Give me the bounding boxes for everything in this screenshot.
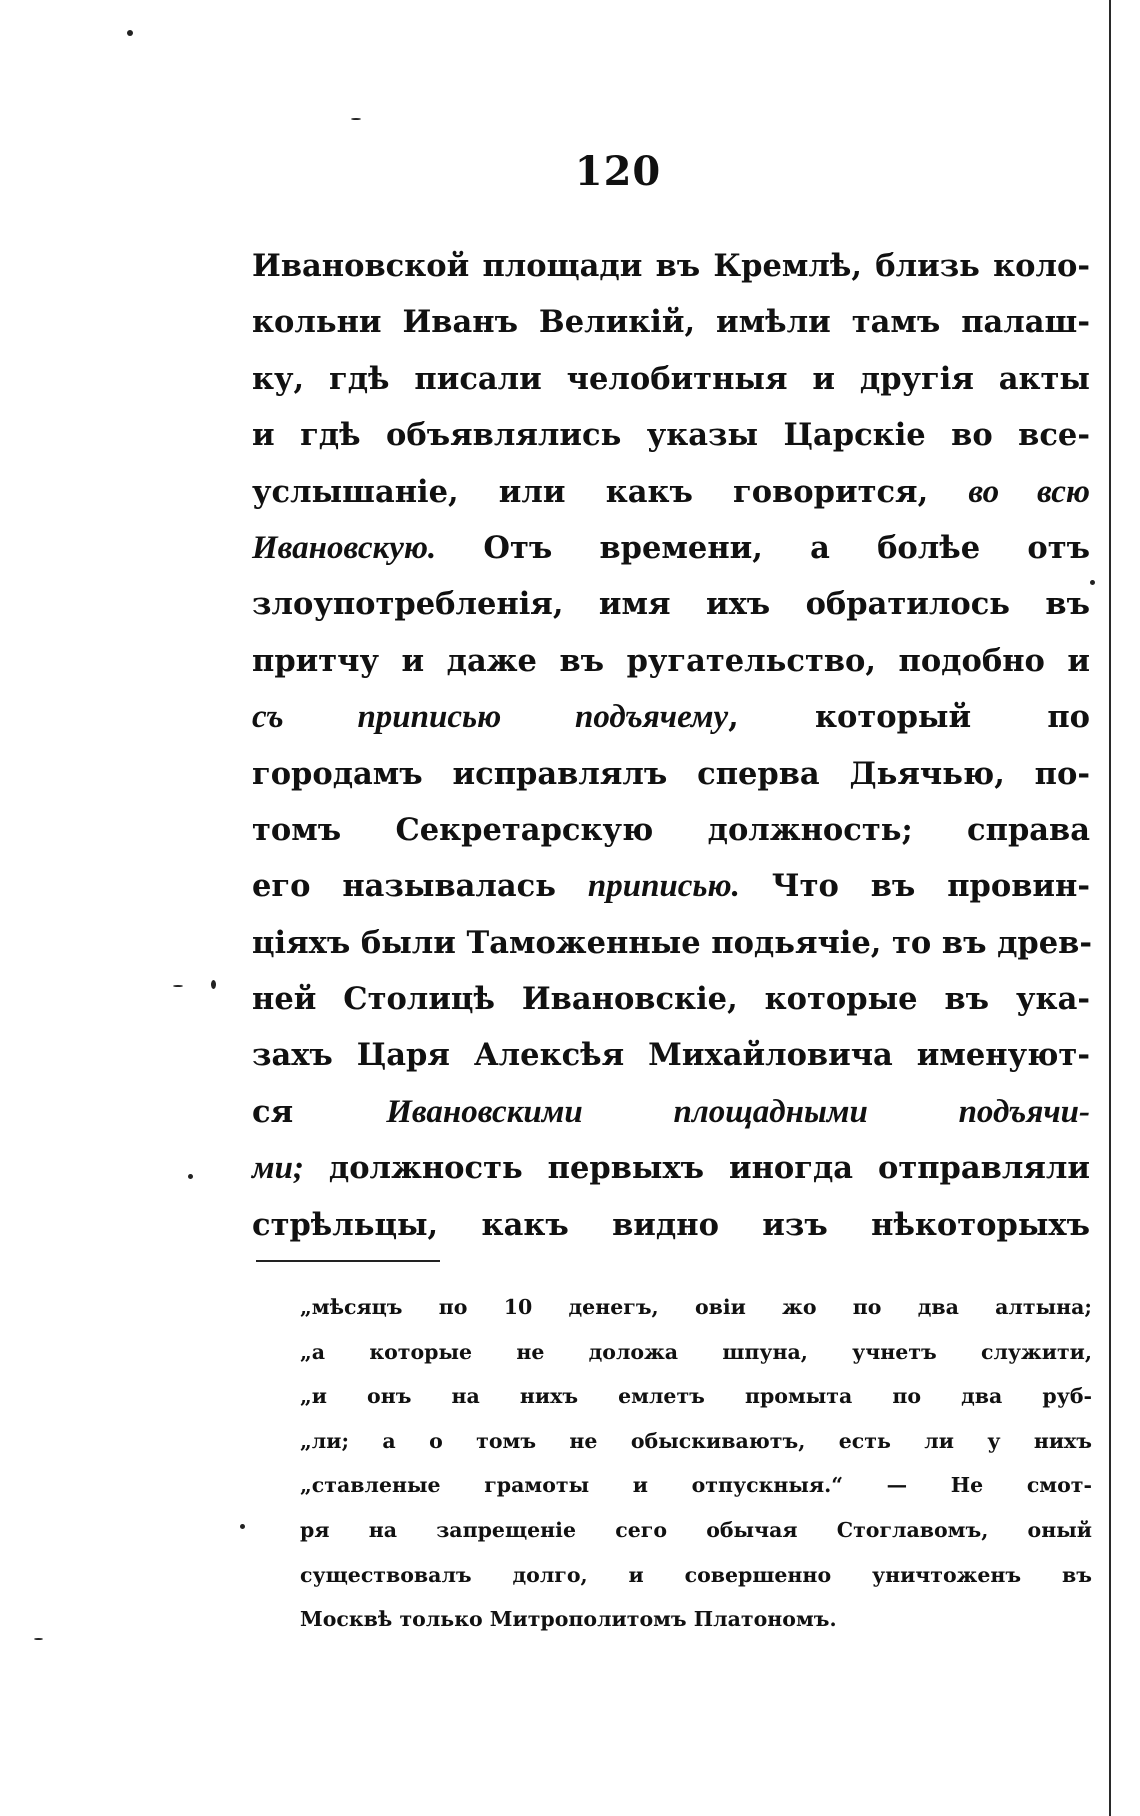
- body-line: [252, 351, 1090, 407]
- scan-speck: [127, 30, 133, 36]
- scan-speck: [351, 118, 361, 120]
- footnote-separator: [256, 1260, 440, 1262]
- text-run: Ивановской площади въ Кремлѣ, близь коло-: [252, 248, 1090, 284]
- scan-speck: [34, 1638, 43, 1640]
- body-line: [252, 464, 1090, 520]
- text-run: злоупотребленія, имя ихъ обратилось въ: [252, 586, 1090, 623]
- footnote-line: существовалъ долго, и совершенно уничтоженъ въ: [300, 1562, 1092, 1587]
- footnote-line: „ставленые грамоты и отпускныя.“ — Не смот-: [300, 1473, 1092, 1498]
- scan-speck: [1090, 580, 1095, 585]
- text-run: услышаніе, или какъ говорится,: [252, 473, 969, 510]
- footnote-line: „мѣсяцъ по 10 денегъ, овіи жо по два алтына;: [300, 1295, 1092, 1319]
- italic-text: ми;: [252, 1150, 304, 1187]
- body-line: [252, 1027, 1090, 1083]
- body-line: [252, 1084, 1090, 1140]
- body-line: [252, 407, 1090, 463]
- scan-speck: [211, 980, 216, 989]
- body-line: [252, 858, 1090, 914]
- body-line: [252, 520, 1090, 576]
- italic-text: съ приписью подъячему: [252, 699, 729, 736]
- text-run: ней Столицѣ Ивановскіе, которые въ ука-: [252, 981, 1090, 1018]
- text-run: должность первыхъ иногда отправляли: [303, 1150, 1090, 1187]
- text-run: Отъ времени, а болѣе отъ: [436, 529, 1090, 566]
- body-line: [252, 1140, 1090, 1196]
- text-run: и гдѣ объявлялись указы Царскіе во все-: [252, 417, 1090, 454]
- body-line: [252, 294, 1090, 350]
- text-run: стрѣльцы, какъ видно изъ нѣкоторыхъ: [252, 1206, 1090, 1243]
- text-run: Что въ провин-: [739, 868, 1091, 905]
- italic-text: Ивановскими площадными подъячи-: [386, 1093, 1090, 1130]
- text-run: томъ Секретарскую должность; справа: [252, 811, 1090, 848]
- scan-speck: [188, 1174, 193, 1179]
- text-run: ся: [252, 1093, 387, 1130]
- footnote-line: Москвѣ только Митрополитомъ Платономъ.: [300, 1607, 837, 1632]
- body-line: [252, 576, 1090, 632]
- footnote-line: „и онъ на нихъ емлетъ промыта по два руб-: [300, 1384, 1092, 1409]
- body-line: [252, 971, 1090, 1027]
- body-line: [252, 689, 1090, 745]
- footnote-line: „ли; а о томъ не обыскиваютъ, есть ли у нихъ: [300, 1428, 1092, 1453]
- body-text: [252, 238, 1093, 1253]
- page-number: 120: [574, 148, 662, 195]
- text-run: ціяхъ были Таможенные подьячіе, то въ древ-: [252, 924, 1093, 961]
- body-line: [252, 1197, 1090, 1253]
- footnote: [300, 1285, 1092, 1642]
- text-run: притчу и даже въ ругательство, подобно и: [252, 642, 1090, 679]
- scan-speck: [240, 1524, 245, 1529]
- body-line: [252, 633, 1090, 689]
- italic-text: приписью.: [587, 868, 740, 905]
- body-line: [252, 746, 1090, 802]
- text-run: , который по: [728, 699, 1090, 736]
- footnote-line: „а которые не долoжа шпуна, учнетъ служити,: [300, 1339, 1092, 1364]
- body-line: [252, 802, 1090, 858]
- text-run: городамъ исправлялъ сперва Дьячью, по-: [252, 755, 1090, 792]
- text-run: кольни Иванъ Великій, имѣли тамъ палаш-: [252, 304, 1090, 341]
- scan-speck: [173, 985, 183, 987]
- text-run: захъ Царя Алексѣя Михайловича именуют-: [252, 1037, 1090, 1074]
- text-run: его называлась: [252, 868, 588, 905]
- italic-text: Ивановскую.: [252, 529, 437, 566]
- footnote-line: ря на запрещеніе сего обычая Стоглавомъ, оный: [300, 1517, 1092, 1542]
- italic-text: во всю: [968, 473, 1090, 510]
- body-line: [252, 238, 1090, 294]
- page-edge-rule: [1109, 0, 1111, 1816]
- body-line: [252, 915, 1093, 971]
- text-run: ку, гдѣ писали челобитныя и другія акты: [252, 360, 1090, 397]
